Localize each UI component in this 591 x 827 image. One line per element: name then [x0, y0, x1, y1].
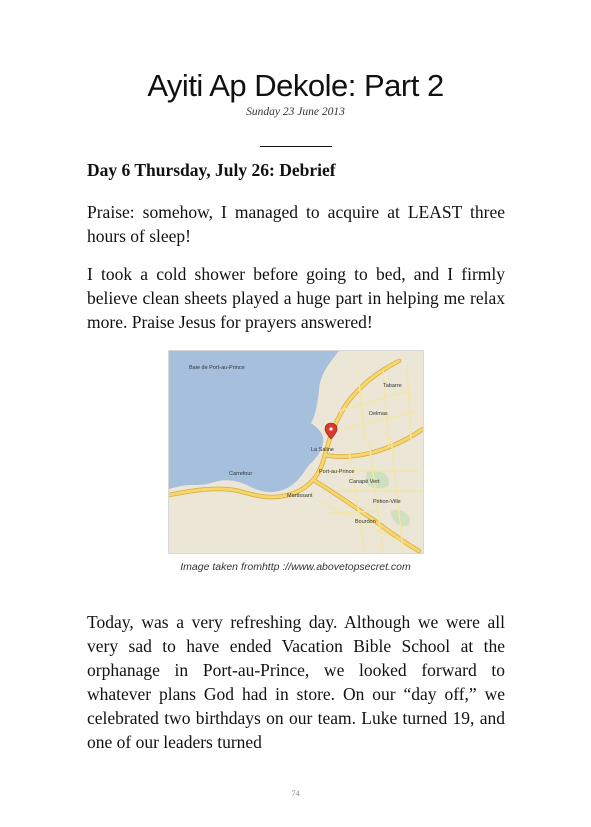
map-label-lasaline: La Saline	[311, 447, 334, 453]
map-image	[168, 350, 424, 554]
map-label-bay: Baie de Port-au-Prince	[189, 365, 245, 371]
image-caption: Image taken fromhttp ://www.abovetopsecret.com	[180, 561, 411, 573]
title-divider	[260, 146, 332, 147]
map-label-martissant: Martissant	[287, 493, 313, 499]
paragraph-shower: I took a cold shower before going to bed, and I firmly believe clean sheets played a huge part in helping me relax more. Praise Jesus for prayers answered!	[87, 264, 505, 332]
map-label-delmas: Delmas	[369, 411, 388, 417]
page-number: 74	[291, 789, 300, 798]
map-label-carrefour: Carrefour	[229, 471, 253, 477]
map-label-city: Port-au-Prince	[319, 469, 355, 475]
map-label-canape: Canapé Vert	[349, 479, 380, 485]
post-date: Sunday 23 June 2013	[246, 106, 345, 118]
paragraph-today: Today, was a very refreshing day. Although we were all very sad to have ended Vacation Bible School at the orphanage in Port-au-Prince, we looked forward to whatever plans God had in store. On our “day off,” we celebrated two birthdays on our team. Luke turned 19, and one of our leaders turned	[87, 612, 505, 752]
map-label-petionville: Pétion-Ville	[373, 499, 401, 505]
document-title: Ayiti Ap Dekole: Part 2	[147, 68, 444, 103]
map-label-bourdon: Bourdon	[355, 519, 376, 525]
paragraph-praise: Praise: somehow, I managed to acquire at LEAST three hours of sleep!	[87, 202, 505, 246]
section-heading: Day 6 Thursday, July 26: Debrief	[87, 160, 336, 180]
map-label-tabarre: Tabarre	[383, 383, 402, 389]
